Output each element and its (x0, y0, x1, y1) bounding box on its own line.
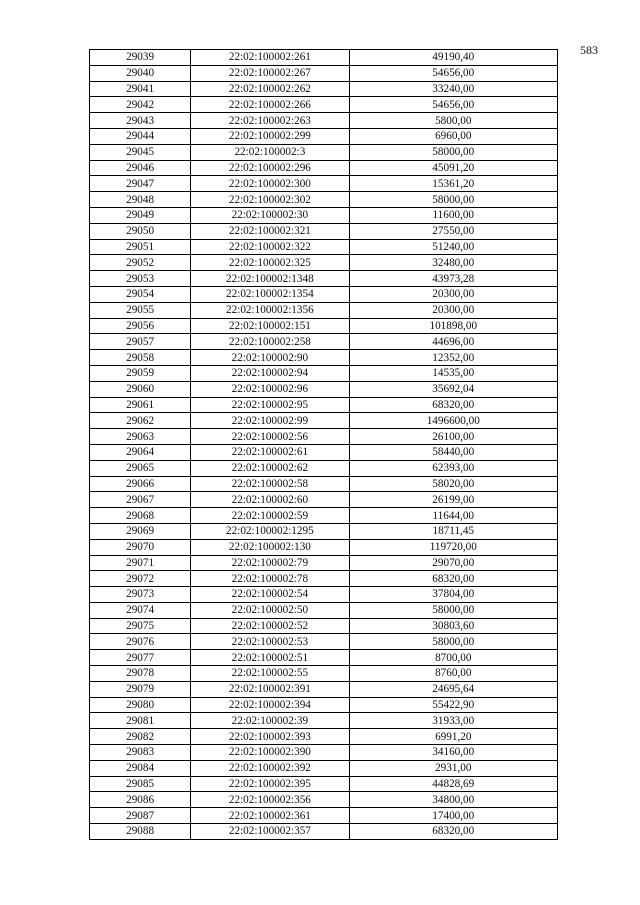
value-cell: 11644,00 (349, 508, 557, 524)
row-number-cell: 29051 (90, 239, 191, 255)
table-row (90, 128, 558, 144)
row-number-cell: 29048 (90, 192, 191, 208)
cadastral-number-cell: 22:02:100002:50 (191, 602, 349, 618)
row-number-cell: 29068 (90, 508, 191, 524)
value-cell: 49190,40 (349, 50, 557, 66)
cadastral-number-cell: 22:02:100002:1354 (191, 286, 349, 302)
cadastral-number-cell: 22:02:100002:90 (191, 350, 349, 366)
cadastral-number-cell: 22:02:100002:263 (191, 113, 349, 129)
row-number-cell: 29073 (90, 587, 191, 603)
value-cell: 27550,00 (349, 223, 557, 239)
table-row (90, 50, 558, 66)
table-row (90, 255, 558, 271)
table-row (90, 824, 558, 840)
value-cell: 68320,00 (349, 824, 557, 840)
row-number-cell: 29049 (90, 207, 191, 223)
row-number-cell: 29045 (90, 144, 191, 160)
row-number-cell: 29074 (90, 602, 191, 618)
table-row (90, 429, 558, 445)
table-row (90, 476, 558, 492)
cadastral-number-cell: 22:02:100002:394 (191, 697, 349, 713)
row-number-cell: 29064 (90, 444, 191, 460)
row-number-cell: 29053 (90, 271, 191, 287)
row-number-cell: 29065 (90, 460, 191, 476)
value-cell: 37804,00 (349, 587, 557, 603)
value-cell: 26199,00 (349, 492, 557, 508)
cadastral-number-cell: 22:02:100002:390 (191, 745, 349, 761)
row-number-cell: 29058 (90, 350, 191, 366)
row-number-cell: 29078 (90, 666, 191, 682)
value-cell: 26100,00 (349, 429, 557, 445)
table-row (90, 176, 558, 192)
table-row (90, 144, 558, 160)
value-cell: 54656,00 (349, 65, 557, 81)
table-row (90, 729, 558, 745)
cadastral-number-cell: 22:02:100002:267 (191, 65, 349, 81)
table-row (90, 555, 558, 571)
row-number-cell: 29083 (90, 745, 191, 761)
table-row (90, 286, 558, 302)
row-number-cell: 29061 (90, 397, 191, 413)
value-cell: 29070,00 (349, 555, 557, 571)
cadastral-number-cell: 22:02:100002:300 (191, 176, 349, 192)
table-row (90, 650, 558, 666)
value-cell: 33240,00 (349, 81, 557, 97)
cadastral-number-cell: 22:02:100002:395 (191, 776, 349, 792)
value-cell: 20300,00 (349, 286, 557, 302)
cadastral-number-cell: 22:02:100002:322 (191, 239, 349, 255)
value-cell: 15361,20 (349, 176, 557, 192)
table-row (90, 365, 558, 381)
table-row (90, 539, 558, 555)
row-number-cell: 29047 (90, 176, 191, 192)
table-row (90, 508, 558, 524)
value-cell: 34160,00 (349, 745, 557, 761)
table-row (90, 587, 558, 603)
value-cell: 45091,20 (349, 160, 557, 176)
value-cell: 6960,00 (349, 128, 557, 144)
cadastral-number-cell: 22:02:100002:58 (191, 476, 349, 492)
table-row (90, 808, 558, 824)
row-number-cell: 29042 (90, 97, 191, 113)
row-number-cell: 29081 (90, 713, 191, 729)
table-row (90, 602, 558, 618)
row-number-cell: 29075 (90, 618, 191, 634)
row-number-cell: 29067 (90, 492, 191, 508)
table-row (90, 192, 558, 208)
cadastral-number-cell: 22:02:100002:60 (191, 492, 349, 508)
cadastral-number-cell: 22:02:100002:59 (191, 508, 349, 524)
table-row (90, 65, 558, 81)
row-number-cell: 29088 (90, 824, 191, 840)
table-row (90, 350, 558, 366)
value-cell: 34800,00 (349, 792, 557, 808)
cadastral-number-cell: 22:02:100002:79 (191, 555, 349, 571)
row-number-cell: 29069 (90, 523, 191, 539)
value-cell: 43973,28 (349, 271, 557, 287)
row-number-cell: 29085 (90, 776, 191, 792)
cadastral-number-cell: 22:02:100002:54 (191, 587, 349, 603)
cadastral-number-cell: 22:02:100002:39 (191, 713, 349, 729)
cadastral-number-cell: 22:02:100002:1348 (191, 271, 349, 287)
cadastral-number-cell: 22:02:100002:321 (191, 223, 349, 239)
table-row (90, 523, 558, 539)
cadastral-number-cell: 22:02:100002:55 (191, 666, 349, 682)
value-cell: 14535,00 (349, 365, 557, 381)
cadastral-number-cell: 22:02:100002:3 (191, 144, 349, 160)
value-cell: 24695,64 (349, 681, 557, 697)
value-cell: 68320,00 (349, 571, 557, 587)
value-cell: 58000,00 (349, 192, 557, 208)
cadastral-number-cell: 22:02:100002:302 (191, 192, 349, 208)
table-row (90, 302, 558, 318)
row-number-cell: 29039 (90, 50, 191, 66)
table-row (90, 745, 558, 761)
cadastral-number-cell: 22:02:100002:299 (191, 128, 349, 144)
table-row (90, 634, 558, 650)
value-cell: 11600,00 (349, 207, 557, 223)
cadastral-number-cell: 22:02:100002:357 (191, 824, 349, 840)
table-row (90, 760, 558, 776)
table-row (90, 113, 558, 129)
cadastral-number-cell: 22:02:100002:61 (191, 444, 349, 460)
cadastral-number-cell: 22:02:100002:52 (191, 618, 349, 634)
row-number-cell: 29046 (90, 160, 191, 176)
cadastral-number-cell: 22:02:100002:62 (191, 460, 349, 476)
value-cell: 62393,00 (349, 460, 557, 476)
cadastral-number-cell: 22:02:100002:262 (191, 81, 349, 97)
value-cell: 35692,04 (349, 381, 557, 397)
cadastral-number-cell: 22:02:100002:96 (191, 381, 349, 397)
value-cell: 5800,00 (349, 113, 557, 129)
value-cell: 8700,00 (349, 650, 557, 666)
row-number-cell: 29059 (90, 365, 191, 381)
table-row (90, 207, 558, 223)
value-cell: 20300,00 (349, 302, 557, 318)
value-cell: 31933,00 (349, 713, 557, 729)
cadastral-value-table (89, 49, 558, 840)
value-cell: 1496600,00 (349, 413, 557, 429)
value-cell: 51240,00 (349, 239, 557, 255)
value-cell: 68320,00 (349, 397, 557, 413)
cadastral-number-cell: 22:02:100002:266 (191, 97, 349, 113)
table-row (90, 681, 558, 697)
table-row (90, 492, 558, 508)
value-cell: 58000,00 (349, 634, 557, 650)
value-cell: 8760,00 (349, 666, 557, 682)
table-row (90, 776, 558, 792)
row-number-cell: 29077 (90, 650, 191, 666)
value-cell: 18711,45 (349, 523, 557, 539)
cadastral-number-cell: 22:02:100002:30 (191, 207, 349, 223)
value-cell: 58440,00 (349, 444, 557, 460)
table-row (90, 460, 558, 476)
row-number-cell: 29066 (90, 476, 191, 492)
row-number-cell: 29063 (90, 429, 191, 445)
value-cell: 44828,69 (349, 776, 557, 792)
table-row (90, 413, 558, 429)
cadastral-number-cell: 22:02:100002:1356 (191, 302, 349, 318)
table-row (90, 444, 558, 460)
table-row (90, 571, 558, 587)
table-row (90, 97, 558, 113)
cadastral-number-cell: 22:02:100002:258 (191, 334, 349, 350)
cadastral-number-cell: 22:02:100002:53 (191, 634, 349, 650)
row-number-cell: 29040 (90, 65, 191, 81)
cadastral-number-cell: 22:02:100002:392 (191, 760, 349, 776)
cadastral-number-cell: 22:02:100002:391 (191, 681, 349, 697)
row-number-cell: 29076 (90, 634, 191, 650)
cadastral-number-cell: 22:02:100002:325 (191, 255, 349, 271)
value-cell: 119720,00 (349, 539, 557, 555)
value-cell: 30803,60 (349, 618, 557, 634)
table-row (90, 618, 558, 634)
cadastral-number-cell: 22:02:100002:95 (191, 397, 349, 413)
cadastral-number-cell: 22:02:100002:261 (191, 50, 349, 66)
table-row (90, 697, 558, 713)
row-number-cell: 29086 (90, 792, 191, 808)
table-row (90, 792, 558, 808)
row-number-cell: 29080 (90, 697, 191, 713)
row-number-cell: 29060 (90, 381, 191, 397)
table-row (90, 160, 558, 176)
value-cell: 2931,00 (349, 760, 557, 776)
page-number: 583 (580, 43, 598, 57)
cadastral-number-cell: 22:02:100002:130 (191, 539, 349, 555)
row-number-cell: 29056 (90, 318, 191, 334)
cadastral-number-cell: 22:02:100002:78 (191, 571, 349, 587)
value-cell: 32480,00 (349, 255, 557, 271)
table-row (90, 223, 558, 239)
row-number-cell: 29054 (90, 286, 191, 302)
value-cell: 55422,90 (349, 697, 557, 713)
table-row (90, 271, 558, 287)
cadastral-number-cell: 22:02:100002:361 (191, 808, 349, 824)
cadastral-number-cell: 22:02:100002:296 (191, 160, 349, 176)
cadastral-number-cell: 22:02:100002:356 (191, 792, 349, 808)
row-number-cell: 29041 (90, 81, 191, 97)
table-row (90, 334, 558, 350)
value-cell: 44696,00 (349, 334, 557, 350)
value-cell: 12352,00 (349, 350, 557, 366)
table-row (90, 666, 558, 682)
value-cell: 58000,00 (349, 144, 557, 160)
cadastral-number-cell: 22:02:100002:151 (191, 318, 349, 334)
value-cell: 58000,00 (349, 602, 557, 618)
table-row (90, 397, 558, 413)
value-cell: 6991,20 (349, 729, 557, 745)
table-row (90, 239, 558, 255)
table-row (90, 381, 558, 397)
value-cell: 17400,00 (349, 808, 557, 824)
cadastral-number-cell: 22:02:100002:99 (191, 413, 349, 429)
row-number-cell: 29071 (90, 555, 191, 571)
row-number-cell: 29079 (90, 681, 191, 697)
row-number-cell: 29057 (90, 334, 191, 350)
row-number-cell: 29070 (90, 539, 191, 555)
row-number-cell: 29084 (90, 760, 191, 776)
cadastral-number-cell: 22:02:100002:1295 (191, 523, 349, 539)
row-number-cell: 29052 (90, 255, 191, 271)
table-row (90, 713, 558, 729)
cadastral-number-cell: 22:02:100002:393 (191, 729, 349, 745)
cadastral-number-cell: 22:02:100002:56 (191, 429, 349, 445)
row-number-cell: 29055 (90, 302, 191, 318)
table-row (90, 81, 558, 97)
value-cell: 101898,00 (349, 318, 557, 334)
row-number-cell: 29087 (90, 808, 191, 824)
row-number-cell: 29072 (90, 571, 191, 587)
value-cell: 58020,00 (349, 476, 557, 492)
row-number-cell: 29082 (90, 729, 191, 745)
row-number-cell: 29050 (90, 223, 191, 239)
table-body (90, 50, 558, 840)
cadastral-number-cell: 22:02:100002:51 (191, 650, 349, 666)
value-cell: 54656,00 (349, 97, 557, 113)
cadastral-number-cell: 22:02:100002:94 (191, 365, 349, 381)
table-row (90, 318, 558, 334)
row-number-cell: 29044 (90, 128, 191, 144)
row-number-cell: 29062 (90, 413, 191, 429)
row-number-cell: 29043 (90, 113, 191, 129)
